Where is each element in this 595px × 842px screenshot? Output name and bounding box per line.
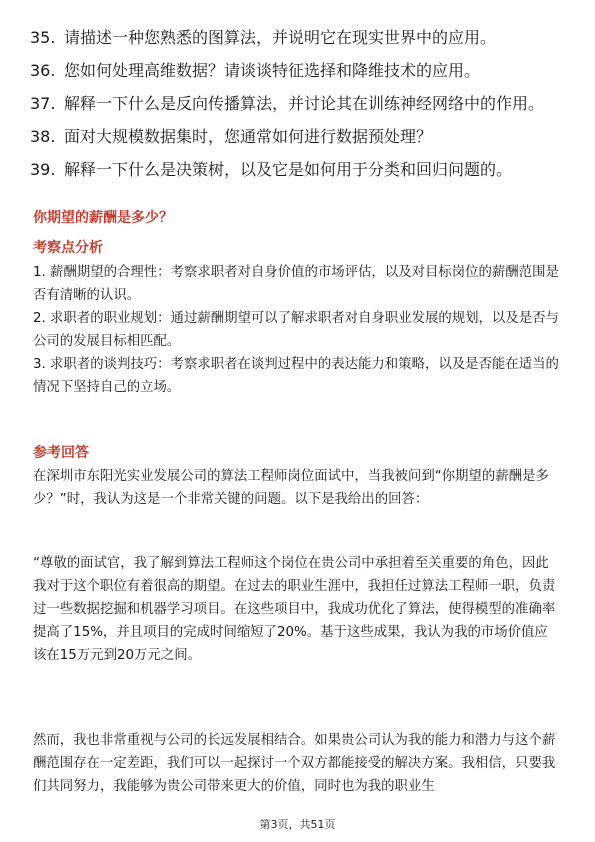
question-number: 39. bbox=[30, 160, 56, 179]
list-item bbox=[30, 92, 560, 116]
list-item bbox=[30, 158, 560, 182]
list-item bbox=[30, 125, 560, 149]
list-item bbox=[30, 59, 560, 83]
analysis-point: 3. 求职者的谈判技巧：考察求职者在谈判过程中的表达能力和策略，以及是否能在适当的情况下坚持自己的立场。 bbox=[33, 357, 559, 395]
question-text: 面对大规模数据集时，您通常如何进行数据预处理？ bbox=[64, 127, 433, 146]
analysis-heading: 考察点分析 bbox=[33, 240, 103, 256]
question-number: 35. bbox=[30, 28, 56, 47]
analysis-point: 2. 求职者的职业规划：通过薪酬期望可以了解求职者对自身职业发展的规划，以及是否与公司的发展目标相匹配。 bbox=[33, 311, 559, 349]
question-text: 您如何处理高维数据？请谈谈特征选择和降维技术的应用。 bbox=[64, 61, 481, 80]
analysis-points bbox=[33, 261, 561, 399]
question-text: 解释一下什么是决策树，以及它是如何用于分类和回归问题的。 bbox=[64, 160, 513, 179]
question-text: 请描述一种您熟悉的图算法，并说明它在现实世界中的应用。 bbox=[64, 28, 497, 47]
answer-paragraph: “尊敬的面试官，我了解到算法工程师这个岗位在贵公司中承担着至关重要的角色，因此我对于这个职位有着很高的期望。在过去的职业生涯中，我担任过算法工程师一职，负责过一些数据挖掘和机器学习项目。在这些项目中，我成功优化了算法，使得模型的准确率提高了15%，并且项目的完成时间缩短了20%。基于这些成果，我认为我的市场价值应该在15万元到20万元之间。 bbox=[33, 556, 556, 663]
question-heading: 你期望的薪酬是多少？ bbox=[33, 210, 173, 226]
question-text: 解释一下什么是反向传播算法，并讨论其在训练神经网络中的作用。 bbox=[64, 94, 545, 113]
question-number: 38. bbox=[30, 127, 56, 146]
list-item bbox=[30, 26, 560, 50]
question-list bbox=[30, 26, 560, 191]
answer-heading: 参考回答 bbox=[33, 445, 89, 461]
answer-paragraph: 然而，我也非常重视与公司的长远发展相结合。如果贵公司认为我的能力和潜力与这个薪酬范围存在一定差距，我们可以一起探讨一个双方都能接受的解决方案。我相信，只要我们共同努力，我能够为贵公司带来更大的价值，同时也为我的职业生 bbox=[33, 733, 556, 794]
question-number: 37. bbox=[30, 94, 56, 113]
question-number: 36. bbox=[30, 61, 56, 80]
answer-intro: 在深圳市东阳光实业发展公司的算法工程师岗位面试中，当我被问到“你期望的薪酬是多少？”时，我认为这是一个非常关键的问题。以下是我给出的回答： bbox=[33, 469, 549, 507]
page-footer: 第3页，共51页 bbox=[259, 818, 336, 831]
analysis-point: 1. 薪酬期望的合理性：考察求职者对自身价值的市场评估，以及对目标岗位的薪酬范围是否有清晰的认识。 bbox=[33, 265, 559, 303]
